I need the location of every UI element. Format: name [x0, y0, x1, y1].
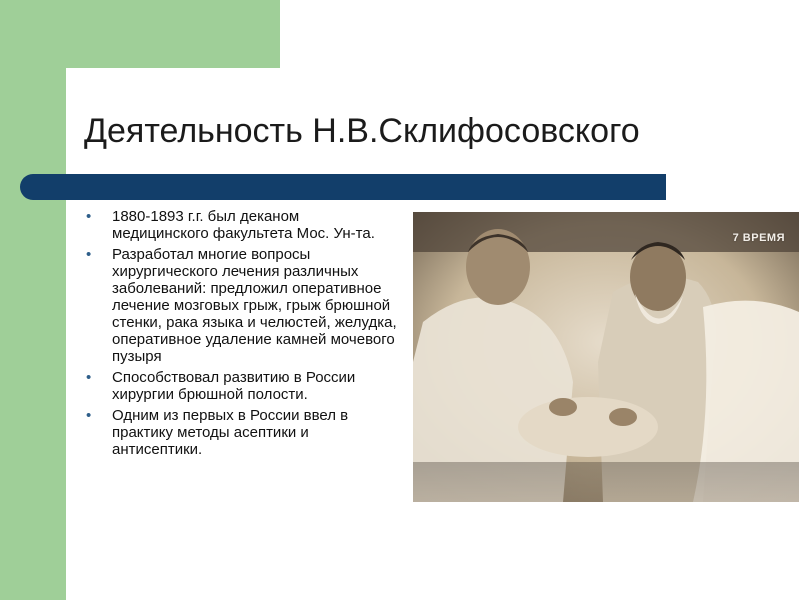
historical-photo: [413, 212, 799, 502]
bullet-text: Способствовал развитию в России хирургии брюшной полости.: [112, 369, 356, 403]
photo-illustration: [413, 212, 799, 502]
bullet-item: [84, 369, 400, 403]
bullet-text: 1880-1893 г.г. был деканом медицинского факультета Мос. Ун-та.: [112, 208, 375, 242]
bullet-marker: •: [86, 246, 92, 263]
channel-logo: 7 ВРЕМЯ: [732, 232, 785, 244]
bullet-marker: •: [86, 407, 92, 424]
title-underline-bar: [20, 174, 666, 200]
bullet-item: [84, 407, 400, 458]
bullet-text: Одним из первых в России ввел в практику методы асептики и антисептики.: [112, 407, 349, 458]
green-decor-top: [0, 0, 280, 68]
slide-title: Деятельность Н.В.Склифосовского: [84, 112, 640, 150]
bullet-item: [84, 208, 400, 242]
bullet-marker: •: [86, 208, 92, 225]
green-decor-left: [0, 0, 66, 600]
bullet-item: [84, 246, 400, 365]
bullet-text: Разработал многие вопросы хирургического лечения различных заболеваний: предложил оперативное лечение мозговых грыж, грыж брюшной стенки, рака языка и челюстей, желудка, оперативное удаление камней мочевого пузыря: [112, 246, 397, 365]
bullet-list: [84, 208, 400, 462]
bullet-marker: •: [86, 369, 92, 386]
